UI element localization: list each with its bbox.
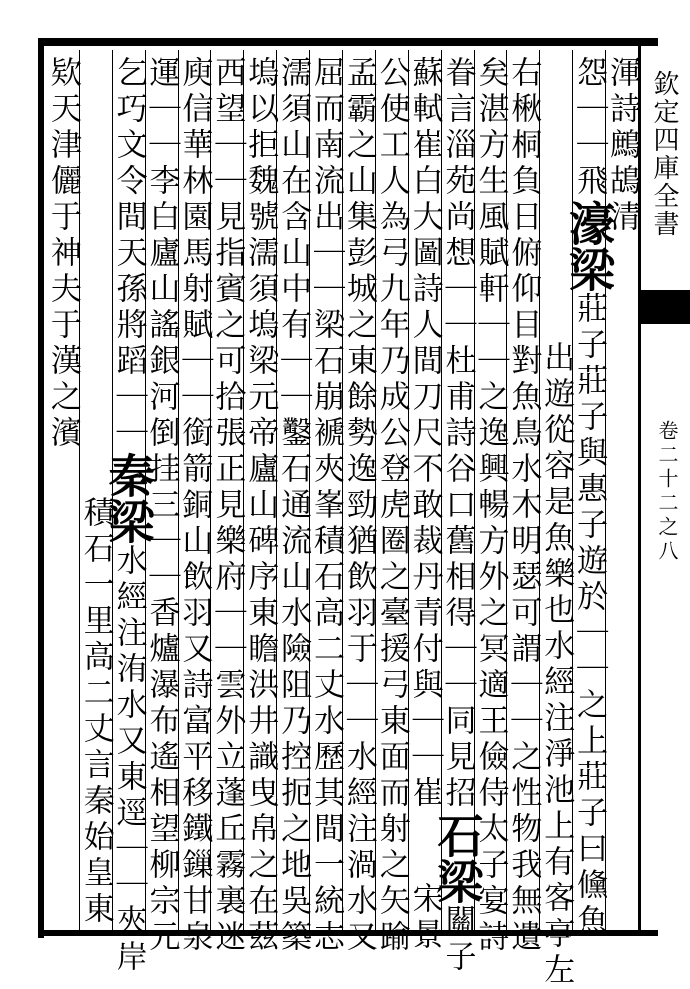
text-column <box>340 50 377 956</box>
column-text: 怨｜｜飛 <box>571 56 608 200</box>
column-text: 濡須山在含山中有｜｜鑿石通流山水險阻乃控扼之地吳築 <box>275 56 312 956</box>
column-text: 公使工人為弓九年乃成公登虎圈之臺援弓東面而射之矢踰 <box>373 56 410 956</box>
column-text: 庾信華林園馬射賦｜｜銜箭銅山飲羽又詩富平移鐵鏁甘泉 <box>176 56 213 956</box>
banxin-volume: 卷二十二之八 <box>655 420 679 564</box>
column-text: 蘇軾崔白大圖詩人間刀尺不敢裁丹青付與｜｜崔 <box>406 56 443 812</box>
column-text: 矣湛方生風賦軒｜｜之逸興暢方外之冥適王儉侍太子宴詩 <box>472 56 509 956</box>
entry-heading: 秦梁 <box>101 452 156 544</box>
column-note: 水經注洧水又東逕｜｜夾岸 <box>110 544 147 976</box>
banxin-title: 欽定四庫全書 <box>649 70 679 238</box>
text-column <box>46 50 79 930</box>
entry-heading: 石梁 <box>430 812 485 904</box>
text-column <box>307 50 344 956</box>
column-note: 關子 <box>439 904 476 976</box>
fishtail-mark <box>641 290 690 324</box>
entry-heading: 濠梁 <box>562 200 617 292</box>
text-column <box>538 50 575 989</box>
text-column <box>605 50 638 930</box>
column-text: 眷言淄苑尚想｜｜杜甫詩谷口舊相得｜｜同見招 <box>439 56 476 812</box>
frame-left-border <box>38 38 44 938</box>
column-text: 孟霸之山集彭城之東餘勢逸勁猶飲羽于｜｜水經注渦水又 <box>340 56 377 956</box>
column-text: 屈而南流出｜｜梁石崩褫夾峯積石高二丈水歷其間一統志 <box>307 56 344 956</box>
text-column <box>242 50 279 956</box>
text-column <box>505 50 542 956</box>
text-column <box>562 50 617 940</box>
text-column <box>176 50 213 956</box>
text-column <box>275 50 312 956</box>
text-column <box>101 50 156 976</box>
text-column <box>209 50 246 956</box>
column-note: 積石一里高二丈言秦始皇東 <box>77 496 114 928</box>
text-column <box>472 50 509 956</box>
column-text: 西望｜｜見指賓之可拾張正見樂府｜｜雲外立蓬丘霧裏迷 <box>209 56 246 956</box>
column-text: 欵天津儷于神夫于漢之濱 <box>44 56 81 452</box>
text-column <box>406 50 443 954</box>
column-text: 右楸桐負日俯仰目對魚鳥水木明瑟可謂｜｜之性物我無遺 <box>505 56 542 956</box>
column-note: 莊子莊子與惠子遊於｜｜之上莊子曰儵魚 <box>571 292 608 940</box>
text-column <box>373 50 410 956</box>
column-text: 運｜｜李白廬山謠銀河倒挂三｜｜香爐瀑布遙相望柳宗元 <box>143 56 180 956</box>
frame-top-border <box>38 38 658 46</box>
column-note: 宋景 <box>406 882 443 954</box>
text-columns <box>44 50 640 989</box>
text-column <box>430 50 485 976</box>
column-text: 乞巧文令間天孫將蹈｜｜ <box>110 56 147 452</box>
text-column <box>143 50 180 956</box>
column-note: 出遊從容是魚樂也水經注淨池上有客亭左 <box>538 341 575 989</box>
column-text: 塢以拒魏號濡須塢梁元帝廬山碑序東瞻洪井識曳帛之在茲 <box>242 56 279 956</box>
column-text: 渾詩鷓鴣清 <box>604 56 640 236</box>
